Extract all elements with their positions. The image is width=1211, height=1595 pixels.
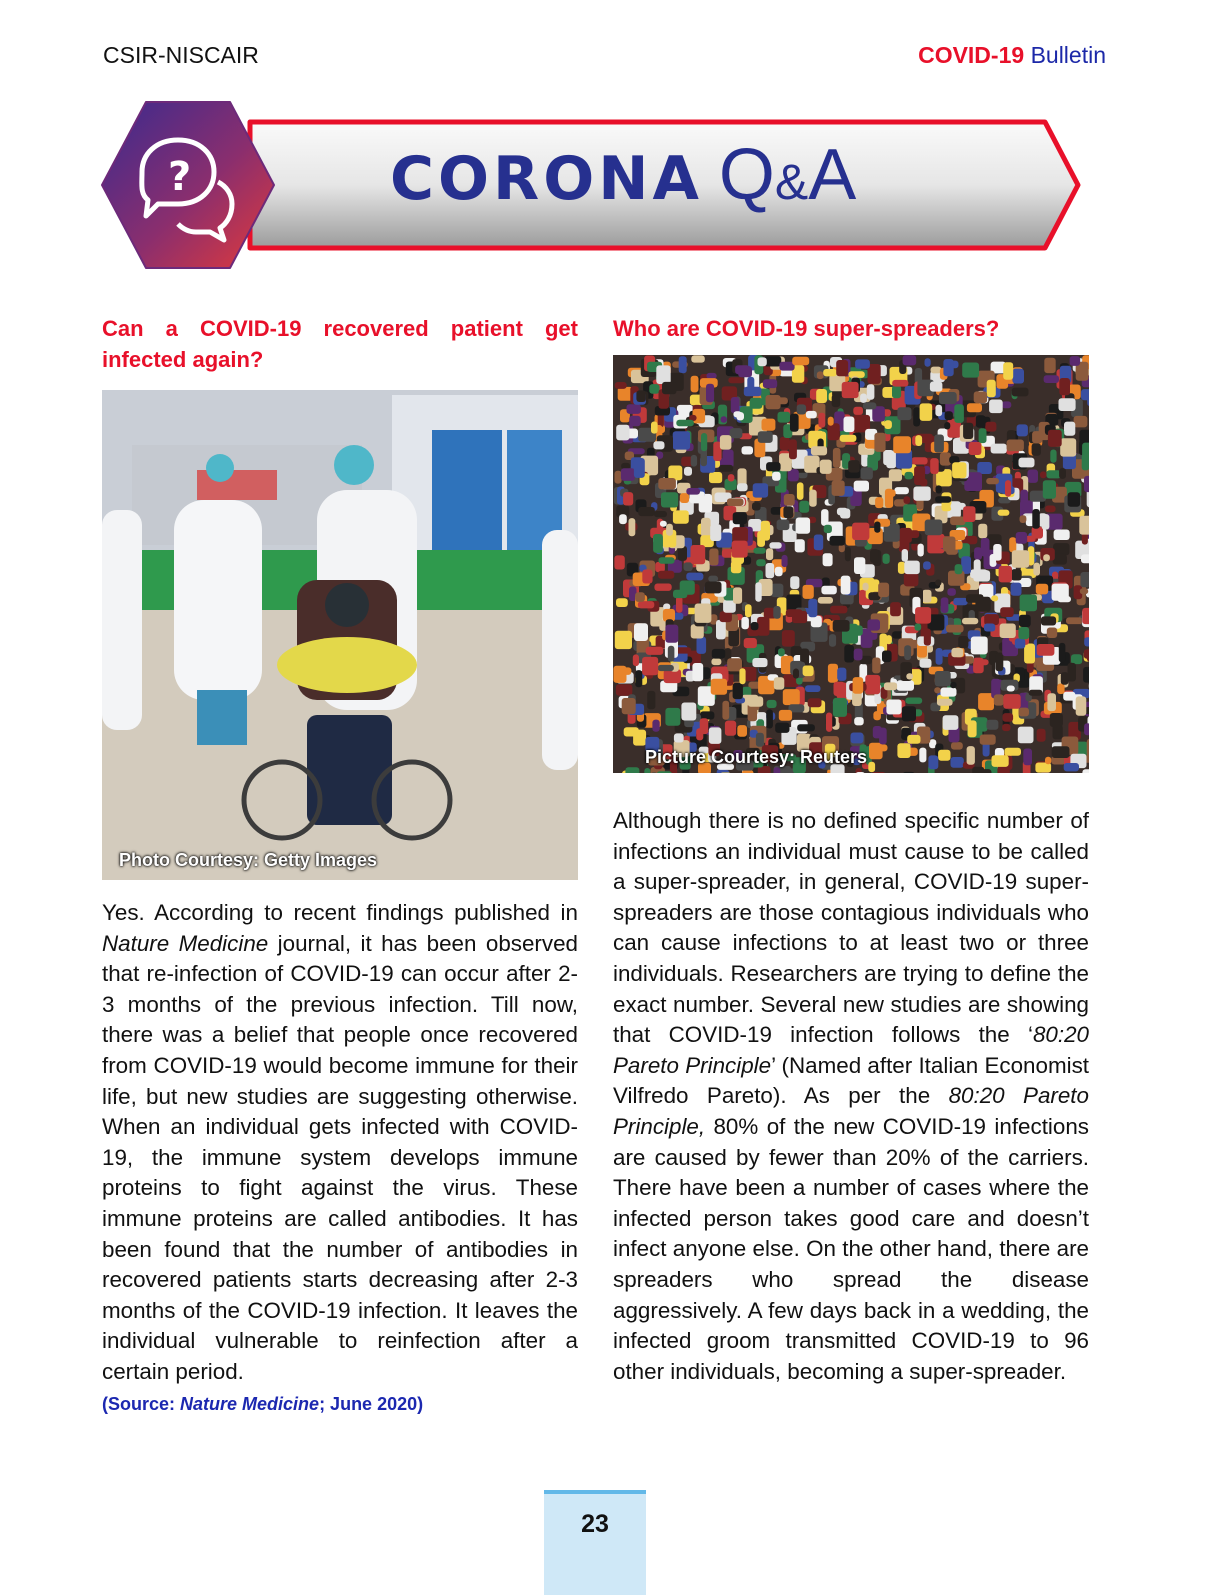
right-paragraph-part1: Although there is no defined specific number of infections an individual must cause to be called a super-spreader, in general, COVID-19 super-spreaders are those contagious individuals who can cause infections to at least two or three individuals. Researchers are trying to define the exact number. Several new studies are showing that COVID-19 infection follows the ‘ — [613, 808, 1089, 1048]
left-paragraph-part2: journal, it has been observed that re-infection of COVID-19 can occur after 2-3 months of the previous infection. Till now, there was a belief that people once recovered from COVID-19 would become immune for their life, but new studies are suggesting otherwise. When an individual gets infected with COVID-19, the immune system develops immune proteins to fight against the virus. These immune proteins are called antibodies. It has been found that the number of antibodies in recovered patients starts decreasing after 2-3 months of the COVID-19 infection. It leaves the individual vulnerable to reinfection after a certain period. — [102, 930, 578, 1384]
left-source — [102, 1394, 578, 1415]
source-journal: Nature Medicine — [180, 1393, 320, 1414]
right-photo-caption: Picture Courtesy: Reuters — [645, 747, 868, 767]
right-paragraph — [613, 806, 1089, 1387]
right-paragraph-part3: 80% of the new COVID-19 infections are caused by fewer than 20% of the carriers. There have been a number of cases where the infected person takes good care and doesn’t infect anyone else. On the other hand, there are spreaders who spread the disease aggressively. A few days back in a wedding, the infected groom transmitted COVID-19 to 96 other individuals, becoming a super-spreader. — [613, 1113, 1089, 1384]
right-question — [613, 313, 1089, 344]
left-question — [102, 313, 578, 375]
left-photo-caption: Photo Courtesy: Getty Images — [119, 850, 378, 870]
crowd-photo — [613, 355, 1089, 773]
left-paragraph — [102, 898, 578, 1388]
right-paragraph-em1: 80:20 Pareto Principle — [613, 1022, 1089, 1078]
bulletin-title — [918, 42, 1106, 69]
banner-title-q: Q — [718, 135, 775, 215]
right-paragraph-part2: ’ (Named after Italian Economist Vilfredo Pareto). As per the — [613, 1052, 1090, 1109]
page-number: 23 — [544, 1490, 646, 1595]
banner-title-a: A — [808, 135, 857, 215]
banner-title — [390, 134, 856, 224]
left-question-text: Can a COVID-19 recovered patient get infected again? — [102, 316, 578, 372]
banner-title-amp: & — [774, 154, 809, 210]
source-open: (Source: — [102, 1393, 181, 1414]
left-paragraph-part1: Yes. According to recent findings published in — [102, 900, 578, 925]
right-question-text: Who are COVID-19 super-spreaders? — [613, 316, 1000, 341]
svg-text:?: ? — [168, 154, 192, 200]
right-article-body — [613, 806, 1089, 1387]
banner-title-corona: CORONA — [390, 144, 703, 214]
recovered-patient-photo — [102, 390, 578, 880]
right-paragraph-em2: 80:20 Pareto Principle, — [613, 1083, 1089, 1139]
left-article-body — [102, 898, 578, 1415]
bulletin-title-blue: Bulletin — [1030, 42, 1106, 68]
bulletin-title-red: COVID-19 — [918, 42, 1025, 68]
left-paragraph-journal: Nature Medicine — [102, 930, 269, 956]
publisher-name: CSIR-NISCAIR — [103, 42, 259, 68]
source-close: ; June 2020) — [319, 1393, 424, 1414]
